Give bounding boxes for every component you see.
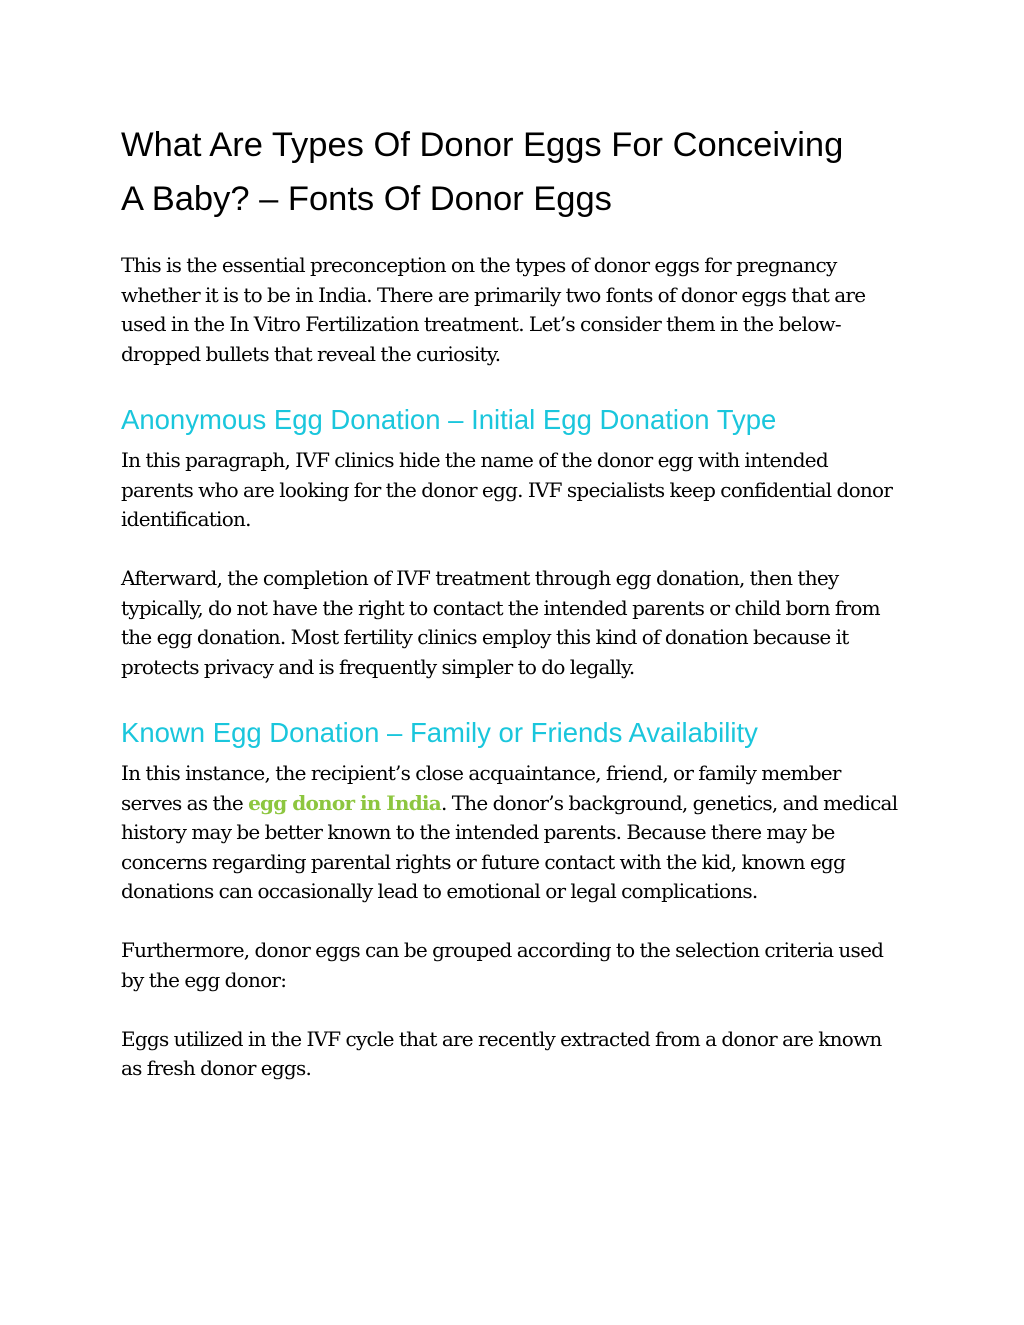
known-paragraph-1-end: . The donor’s background, genetics, and medical history may be better known to the intended parents. Because there may be concerns regarding parental rights or future contact with the kid, known egg donations can occasionally lead to emotional or legal complications. bbox=[121, 790, 898, 903]
title-line-1: What Are Types Of Donor Eggs For Conceiving bbox=[121, 126, 844, 164]
known-paragraph-1 bbox=[121, 759, 901, 907]
document-page bbox=[121, 118, 901, 1084]
paragraph-spacer bbox=[121, 907, 901, 937]
known-paragraph-3: Eggs utilized in the IVF cycle that are recently extracted from a donor are known as fresh donor eggs. bbox=[121, 1026, 882, 1080]
page-title bbox=[121, 118, 901, 226]
intro-paragraph: This is the essential preconception on the types of donor eggs for pregnancy whether it is to be in India. There are primarily two fonts of donor eggs that are used in the In Vitro Fertilization treatment. Let’s consider them in the below-dropped bullets that reveal the curiosity. bbox=[121, 253, 866, 366]
known-paragraph-1-start: In this instance, the recipient’s close acquaintance, friend, or family member serves as the bbox=[121, 761, 841, 815]
egg-donor-india-link[interactable]: egg donor in India bbox=[248, 790, 441, 815]
known-paragraph-2: Furthermore, donor eggs can be grouped according to the selection criteria used by the egg donor: bbox=[121, 938, 884, 992]
anonymous-paragraph-1: In this paragraph, IVF clinics hide the name of the donor egg with intended parents who are looking for the donor egg. IVF specialists keep confidential donor identification. bbox=[121, 448, 893, 531]
anonymous-donation-heading: Anonymous Egg Donation – Initial Egg Donation Type bbox=[121, 404, 777, 435]
known-donation-heading: Known Egg Donation – Family or Friends Availability bbox=[121, 717, 758, 748]
title-line-2: A Baby? – Fonts Of Donor Eggs bbox=[121, 180, 612, 218]
anonymous-paragraph-2: Afterward, the completion of IVF treatment through egg donation, then they typically, do not have the right to contact the intended parents or child born from the egg donation. Most fertility clinics employ this kind of donation because it protects privacy and is frequently simpler to do legally. bbox=[121, 566, 880, 679]
paragraph-spacer bbox=[121, 535, 901, 565]
paragraph-spacer bbox=[121, 995, 901, 1025]
